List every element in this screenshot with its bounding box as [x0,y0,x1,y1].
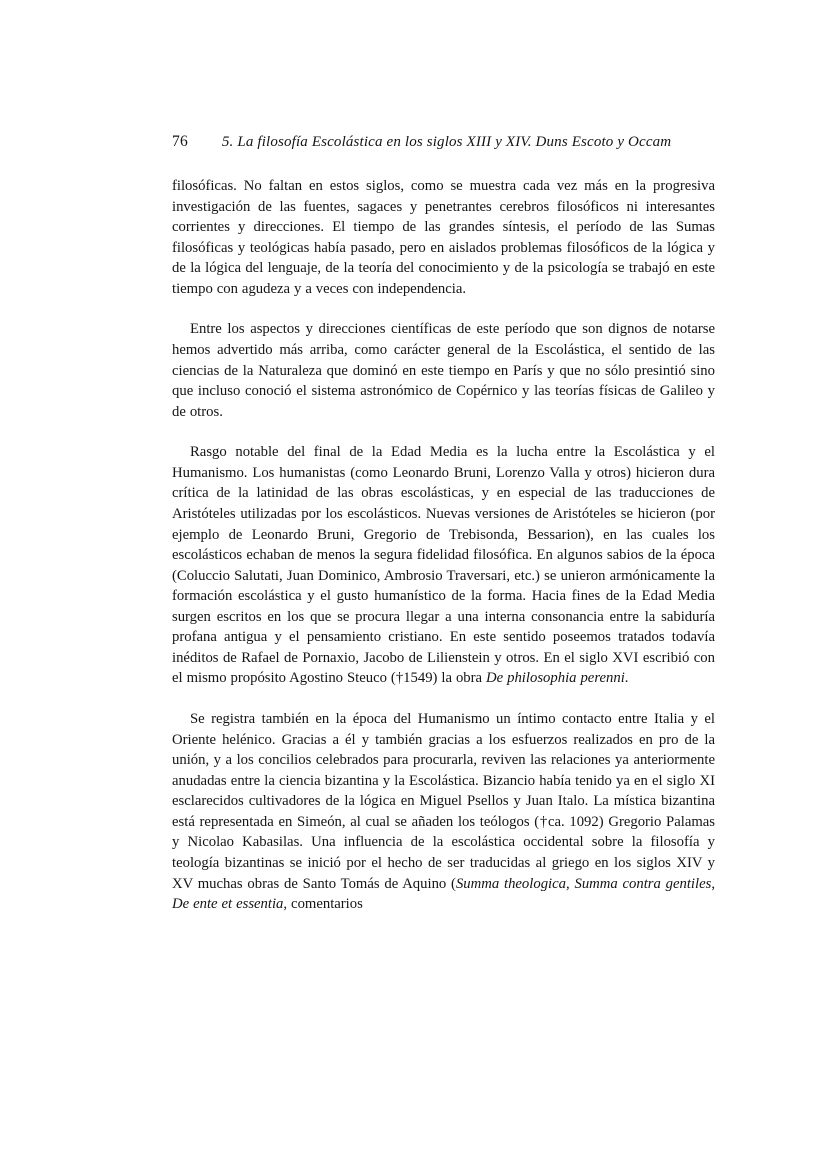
running-header-title: 5. La filosofía Escolástica en los siglos XIII y XIV. Duns Escoto y Occam [221,134,672,150]
page-number: 76 [172,133,188,150]
work-title: De ente et essentia [172,896,284,913]
work-title: De philosophia perenni [486,670,625,687]
work-title: Summa theologica [455,875,566,892]
paragraph: filosóficas. No faltan en estos siglos, como se muestra cada vez más en la progresiva investigación de las fuentes, sagaces y penetrantes cerebros filosóficos ni interesantes corrientes y direcciones. El tiempo de las grandes síntesis, el período de las Sumas filosóficas y teológicas había pasado, pero en aislados problemas filosóficos de la lógica y de la lógica del lenguaje, de la teoría del conocimiento y de la psicología se trabajó en este tiempo con agudeza y a veces con independencia. [172,178,715,297]
paragraph: Rasgo notable del final de la Edad Media es la lucha entre la Escolástica y el Humanismo. Los humanistas (como Leonardo Bruni, Lorenzo Valla y otros) hicieron dura crítica de la latinidad de las obras escolásticas, y en especial de las traducciones de Aristóteles utilizadas por los escolásticos. Nuevas versiones de Aristóteles se hicieron (por ejemplo de Leonardo Bruni, Gregorio de Trebisonda, Bessarion), en las cuales los escolásticos echaban de menos la segura fidelidad filosófica. En algunos sabios de la época (Coluccio Salutati, Juan Dominico, Ambrosio Traversari, etc.) se unieron armónicamente la formación escolástica y el gusto humanístico de la forma. Hacia fines de la Edad Media surgen escritos en los que se procura llegar a una interna consonancia entre la sabiduría profana antigua y el pensamiento cristiano. En este sentido poseemos tratados todavía inéditos de Rafael de Pornaxio, Jacobo de Lilienstein y otros. En el siglo XVI escribió con el mismo propósito Agostino Steuco (†1549) la obra De philosophia perenni. [172,444,715,687]
body-text-block [172,176,715,915]
running-header [172,133,715,153]
paragraph: Entre los aspectos y direcciones científicas de este período que son dignos de notarse hemos advertido más arriba, como carácter general de la Escolástica, el sentido de las ciencias de la Naturaleza que dominó en este tiempo en París y que no sólo presintió sino que incluso conoció el sistema astronómico de Copérnico y las teorías físicas de Galileo y de otros. [172,321,715,420]
work-title: Summa contra gentiles [574,875,712,892]
paragraph: Se registra también en la época del Humanismo un íntimo contacto entre Italia y el Oriente helénico. Gracias a él y también gracias a los esfuerzos realizados en pro de la unión, y a los concilios celebrados para procurarla, reviven las relaciones ya anteriormente anudadas entre la ciencia bizantina y la Escolástica. Bizancio había tenido ya en el siglo XI esclarecidos cultivadores de la lógica en Miguel Psellos y Juan Italo. La mística bizantina está representada en Simeón, al cual se añaden los teólogos (†ca. 1092) Gregorio Palamas y Nicolao Kabasilas. Una influencia de la escolástica occidental sobre la filosofía y teología bizantinas se inició por el hecho de ser traducidas al griego en los siglos XIV y XV muchas obras de Santo Tomás de Aquino (Summa theologica, Summa contra gentiles, De ente et essentia, comentarios [172,711,715,913]
